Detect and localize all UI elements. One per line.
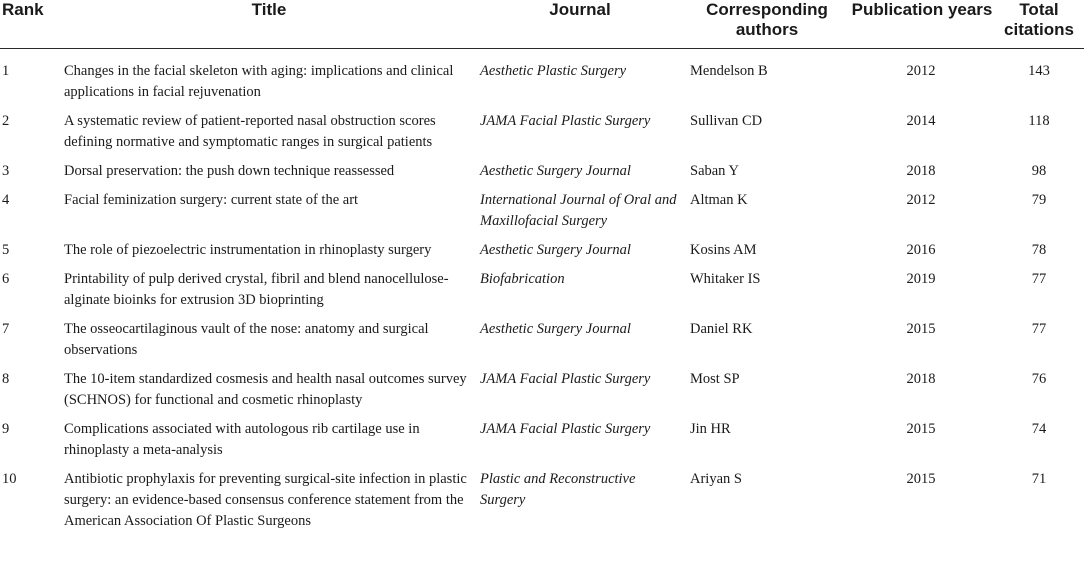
- year-cell: 2018: [906, 371, 936, 387]
- citations-cell: 78: [1031, 242, 1047, 258]
- citations-cell: 98: [1031, 163, 1047, 179]
- table-row: [0, 269, 1084, 319]
- journal-cell: Aesthetic Surgery Journal: [480, 242, 631, 258]
- year-cell: 2015: [906, 421, 936, 437]
- journal-cell: Biofabrication: [480, 271, 565, 287]
- author-cell: Mendelson B: [690, 63, 768, 79]
- title-cell: Facial feminization surgery: current state of the art: [64, 192, 359, 208]
- rank-cell: 4: [2, 192, 10, 208]
- title-cell: Printability of pulp derived crystal, fibril and blend nanocellulose-alginate bioinks for extrusion 3D bioprinting: [64, 271, 449, 308]
- title-cell: Complications associated with autologous rib cartilage use in rhinoplasty a meta-analysis: [64, 421, 420, 458]
- citations-cell: 118: [1028, 113, 1050, 129]
- author-cell: Sullivan CD: [690, 113, 763, 129]
- rank-cell: 10: [2, 471, 17, 487]
- table-body: [0, 49, 1084, 541]
- journal-cell: Plastic and Reconstructive Surgery: [480, 471, 636, 508]
- table-row: [0, 240, 1084, 269]
- title-cell: The 10-item standardized cosmesis and health nasal outcomes survey (SCHNOS) for functional and cosmetic rhinoplasty: [64, 371, 467, 408]
- year-cell: 2012: [906, 192, 936, 208]
- author-cell: Kosins AM: [690, 242, 757, 258]
- table-row: [0, 111, 1084, 161]
- citations-cell: 76: [1031, 371, 1047, 387]
- author-cell: Saban Y: [690, 163, 739, 179]
- table-row: [0, 369, 1084, 419]
- header-row: [0, 0, 1084, 49]
- rank-cell: 2: [2, 113, 10, 129]
- year-cell: 2019: [906, 271, 936, 287]
- citations-cell: 71: [1031, 471, 1047, 487]
- author-cell: Daniel RK: [690, 321, 753, 337]
- author-cell: Jin HR: [690, 421, 731, 437]
- year-cell: 2015: [906, 321, 936, 337]
- author-cell: Whitaker IS: [690, 271, 761, 287]
- header-total-citations: Total citations: [994, 0, 1084, 49]
- table-row: [0, 190, 1084, 240]
- journal-cell: Aesthetic Plastic Surgery: [480, 63, 627, 79]
- citations-cell: 143: [1028, 63, 1050, 79]
- journal-cell: International Journal of Oral and Maxillofacial Surgery: [480, 192, 677, 229]
- journal-cell: Aesthetic Surgery Journal: [480, 163, 631, 179]
- table-row: [0, 319, 1084, 369]
- table-row: [0, 469, 1084, 540]
- journal-cell: JAMA Facial Plastic Surgery: [480, 421, 651, 437]
- citations-cell: 77: [1031, 321, 1047, 337]
- header-journal: Journal: [476, 0, 684, 49]
- title-cell: The role of piezoelectric instrumentation in rhinoplasty surgery: [64, 242, 432, 258]
- table-row: [0, 161, 1084, 190]
- title-cell: The osseocartilaginous vault of the nose: anatomy and surgical observations: [64, 321, 429, 358]
- table-header: [0, 0, 1084, 49]
- header-publication-years: Publication years: [850, 0, 994, 49]
- citations-cell: 77: [1031, 271, 1047, 287]
- journal-cell: Aesthetic Surgery Journal: [480, 321, 631, 337]
- rank-cell: 1: [2, 63, 10, 79]
- header-title: Title: [62, 0, 476, 49]
- header-rank: Rank: [0, 0, 62, 49]
- author-cell: Most SP: [690, 371, 740, 387]
- rank-cell: 6: [2, 271, 10, 287]
- title-cell: A systematic review of patient-reported nasal obstruction scores defining normative and symptomatic ranges in surgical patients: [64, 113, 436, 150]
- table-row: [0, 419, 1084, 469]
- title-cell: Changes in the facial skeleton with aging: implications and clinical applications in facial rejuvenation: [64, 63, 454, 100]
- journal-cell: JAMA Facial Plastic Surgery: [480, 113, 651, 129]
- year-cell: 2014: [906, 113, 936, 129]
- table-row: [0, 49, 1084, 112]
- year-cell: 2015: [906, 471, 936, 487]
- year-cell: 2016: [906, 242, 936, 258]
- title-cell: Antibiotic prophylaxis for preventing surgical-site infection in plastic surgery: an evidence-based consensus conference statement from the American Association Of Plastic Surgeons: [64, 471, 467, 529]
- citations-cell: 79: [1031, 192, 1047, 208]
- rank-cell: 3: [2, 163, 10, 179]
- author-cell: Altman K: [690, 192, 748, 208]
- title-cell: Dorsal preservation: the push down technique reassessed: [64, 163, 395, 179]
- journal-cell: JAMA Facial Plastic Surgery: [480, 371, 651, 387]
- rank-cell: 9: [2, 421, 10, 437]
- citations-cell: 74: [1031, 421, 1047, 437]
- year-cell: 2012: [906, 63, 936, 79]
- rank-cell: 7: [2, 321, 10, 337]
- rank-cell: 5: [2, 242, 10, 258]
- author-cell: Ariyan S: [690, 471, 742, 487]
- year-cell: 2018: [906, 163, 936, 179]
- rank-cell: 8: [2, 371, 10, 387]
- header-corresponding-authors: Corresponding authors: [684, 0, 850, 49]
